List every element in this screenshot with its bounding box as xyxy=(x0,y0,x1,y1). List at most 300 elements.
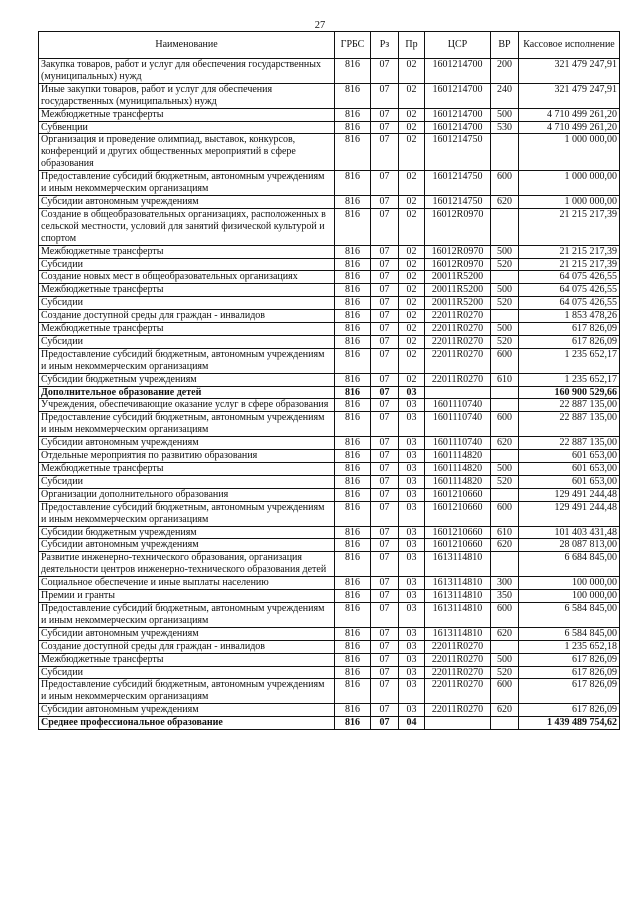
cell-grbs: 816 xyxy=(335,627,371,640)
table-row xyxy=(39,121,620,134)
cell-rz: 07 xyxy=(371,437,399,450)
cell-vr: 600 xyxy=(491,412,519,437)
cell-rz: 07 xyxy=(371,284,399,297)
table-row xyxy=(39,310,620,323)
cell-pr: 02 xyxy=(399,134,425,171)
cell-pr: 02 xyxy=(399,335,425,348)
cell-name: Межбюджетные трансферты xyxy=(39,463,335,476)
cell-rz: 07 xyxy=(371,704,399,717)
cell-amount: 617 826,09 xyxy=(519,653,620,666)
cell-rz: 07 xyxy=(371,348,399,373)
cell-pr: 03 xyxy=(399,501,425,526)
cell-pr: 03 xyxy=(399,552,425,577)
cell-rz: 07 xyxy=(371,245,399,258)
cell-name: Развитие инженерно-технического образования, организация деятельности центров инженерно-технического образования детей xyxy=(39,552,335,577)
cell-rz: 07 xyxy=(371,373,399,386)
cell-pr: 02 xyxy=(399,310,425,323)
cell-name: Среднее профессиональное образование xyxy=(39,717,335,730)
cell-vr: 620 xyxy=(491,195,519,208)
cell-name: Иные закупки товаров, работ и услуг для обеспечения государственных (муниципальных) нужд xyxy=(39,83,335,108)
cell-pr: 02 xyxy=(399,284,425,297)
table-row xyxy=(39,717,620,730)
cell-rz: 07 xyxy=(371,271,399,284)
table-row xyxy=(39,348,620,373)
cell-amount: 1 000 000,00 xyxy=(519,134,620,171)
cell-amount: 601 653,00 xyxy=(519,475,620,488)
cell-name: Предоставление субсидий бюджетным, автономным учреждениям и иным некоммерческим организациям xyxy=(39,348,335,373)
cell-csr: 22011R0270 xyxy=(425,640,491,653)
cell-rz: 07 xyxy=(371,450,399,463)
cell-grbs: 816 xyxy=(335,437,371,450)
cell-pr: 03 xyxy=(399,412,425,437)
cell-name: Субсидии xyxy=(39,666,335,679)
cell-name: Создание в общеобразовательных организациях, расположенных в сельской местности, условий для занятий физической культурой и спортом xyxy=(39,208,335,245)
cell-pr: 03 xyxy=(399,627,425,640)
cell-csr: 1601214750 xyxy=(425,134,491,171)
table-row xyxy=(39,271,620,284)
cell-name: Субсидии автономным учреждениям xyxy=(39,437,335,450)
table-row xyxy=(39,627,620,640)
cell-grbs: 816 xyxy=(335,590,371,603)
cell-csr: 1613114810 xyxy=(425,577,491,590)
cell-name: Субсидии бюджетным учреждениям xyxy=(39,373,335,386)
cell-vr: 600 xyxy=(491,501,519,526)
cell-grbs: 816 xyxy=(335,195,371,208)
cell-vr: 200 xyxy=(491,59,519,84)
cell-csr xyxy=(425,717,491,730)
cell-name: Межбюджетные трансферты xyxy=(39,323,335,336)
cell-pr: 02 xyxy=(399,348,425,373)
col-header-name: Наименование xyxy=(39,32,335,59)
cell-csr: 1601214750 xyxy=(425,195,491,208)
cell-csr: 22011R0270 xyxy=(425,335,491,348)
cell-pr: 02 xyxy=(399,258,425,271)
cell-csr: 1601214700 xyxy=(425,108,491,121)
cell-amount: 1 853 478,26 xyxy=(519,310,620,323)
cell-csr: 1601110740 xyxy=(425,437,491,450)
cell-rz: 07 xyxy=(371,552,399,577)
cell-vr: 500 xyxy=(491,323,519,336)
cell-pr: 03 xyxy=(399,399,425,412)
cell-rz: 07 xyxy=(371,59,399,84)
cell-amount: 6 584 845,00 xyxy=(519,602,620,627)
cell-name: Учреждения, обеспечивающие оказание услуг в сфере образования xyxy=(39,399,335,412)
cell-grbs: 816 xyxy=(335,386,371,399)
cell-name: Организация и проведение олимпиад, выставок, конкурсов, конференций и других общественных мероприятий в сфере образования xyxy=(39,134,335,171)
table-row xyxy=(39,171,620,196)
table-row xyxy=(39,335,620,348)
cell-name: Предоставление субсидий бюджетным, автономным учреждениям и иным некоммерческим организациям xyxy=(39,679,335,704)
cell-name: Межбюджетные трансферты xyxy=(39,284,335,297)
cell-rz: 07 xyxy=(371,627,399,640)
cell-grbs: 816 xyxy=(335,704,371,717)
cell-amount: 129 491 244,48 xyxy=(519,501,620,526)
cell-vr: 600 xyxy=(491,679,519,704)
cell-pr: 03 xyxy=(399,590,425,603)
cell-amount: 601 653,00 xyxy=(519,450,620,463)
cell-vr: 520 xyxy=(491,666,519,679)
cell-amount: 1 000 000,00 xyxy=(519,195,620,208)
cell-amount: 22 887 135,00 xyxy=(519,399,620,412)
cell-vr xyxy=(491,488,519,501)
cell-name: Субсидии xyxy=(39,258,335,271)
cell-amount: 321 479 247,91 xyxy=(519,83,620,108)
cell-pr: 03 xyxy=(399,653,425,666)
cell-name: Субвенции xyxy=(39,121,335,134)
cell-vr xyxy=(491,450,519,463)
cell-amount: 6 684 845,00 xyxy=(519,552,620,577)
cell-name: Межбюджетные трансферты xyxy=(39,653,335,666)
cell-rz: 07 xyxy=(371,640,399,653)
table-row xyxy=(39,666,620,679)
cell-csr: 1601210660 xyxy=(425,488,491,501)
cell-vr: 520 xyxy=(491,297,519,310)
cell-name: Субсидии бюджетным учреждениям xyxy=(39,526,335,539)
cell-csr: 16012R0970 xyxy=(425,258,491,271)
cell-csr: 1601210660 xyxy=(425,501,491,526)
cell-grbs: 816 xyxy=(335,297,371,310)
cell-pr: 02 xyxy=(399,323,425,336)
cell-amount: 101 403 431,48 xyxy=(519,526,620,539)
cell-grbs: 816 xyxy=(335,373,371,386)
cell-grbs: 816 xyxy=(335,348,371,373)
cell-pr: 02 xyxy=(399,297,425,310)
cell-amount: 617 826,09 xyxy=(519,666,620,679)
cell-vr xyxy=(491,134,519,171)
cell-rz: 07 xyxy=(371,526,399,539)
cell-name: Межбюджетные трансферты xyxy=(39,108,335,121)
cell-amount: 4 710 499 261,20 xyxy=(519,108,620,121)
cell-grbs: 816 xyxy=(335,134,371,171)
cell-pr: 03 xyxy=(399,666,425,679)
cell-vr xyxy=(491,640,519,653)
cell-rz: 07 xyxy=(371,208,399,245)
table-row xyxy=(39,475,620,488)
cell-amount: 21 215 217,39 xyxy=(519,245,620,258)
cell-grbs: 816 xyxy=(335,526,371,539)
cell-name: Субсидии автономным учреждениям xyxy=(39,627,335,640)
cell-rz: 07 xyxy=(371,171,399,196)
cell-grbs: 816 xyxy=(335,653,371,666)
cell-amount: 64 075 426,55 xyxy=(519,271,620,284)
cell-name: Предоставление субсидий бюджетным, автономным учреждениям и иным некоммерческим организациям xyxy=(39,171,335,196)
col-header-vr: ВР xyxy=(491,32,519,59)
table-row xyxy=(39,640,620,653)
table-row xyxy=(39,83,620,108)
cell-amount: 21 215 217,39 xyxy=(519,258,620,271)
cell-rz: 07 xyxy=(371,539,399,552)
cell-amount: 1 235 652,17 xyxy=(519,348,620,373)
cell-csr: 22011R0270 xyxy=(425,679,491,704)
cell-rz: 07 xyxy=(371,323,399,336)
cell-name: Субсидии xyxy=(39,475,335,488)
cell-csr: 1613114810 xyxy=(425,590,491,603)
cell-grbs: 816 xyxy=(335,463,371,476)
table-row xyxy=(39,463,620,476)
cell-csr: 22011R0270 xyxy=(425,323,491,336)
table-row xyxy=(39,134,620,171)
cell-amount: 21 215 217,39 xyxy=(519,208,620,245)
cell-grbs: 816 xyxy=(335,602,371,627)
cell-grbs: 816 xyxy=(335,335,371,348)
cell-rz: 07 xyxy=(371,195,399,208)
cell-rz: 07 xyxy=(371,488,399,501)
cell-amount: 617 826,09 xyxy=(519,704,620,717)
cell-name: Субсидии автономным учреждениям xyxy=(39,195,335,208)
cell-name: Создание доступной среды для граждан - инвалидов xyxy=(39,310,335,323)
cell-vr: 500 xyxy=(491,108,519,121)
table-row xyxy=(39,577,620,590)
cell-vr: 610 xyxy=(491,373,519,386)
cell-grbs: 816 xyxy=(335,679,371,704)
cell-csr: 1601114820 xyxy=(425,475,491,488)
cell-name: Социальное обеспечение и иные выплаты населению xyxy=(39,577,335,590)
cell-rz: 07 xyxy=(371,577,399,590)
cell-pr: 02 xyxy=(399,171,425,196)
cell-pr: 02 xyxy=(399,208,425,245)
cell-csr: 22011R0270 xyxy=(425,348,491,373)
cell-csr: 1601110740 xyxy=(425,399,491,412)
col-header-rz: Рз xyxy=(371,32,399,59)
cell-csr: 1613114810 xyxy=(425,552,491,577)
cell-grbs: 816 xyxy=(335,640,371,653)
cell-grbs: 816 xyxy=(335,666,371,679)
table-row xyxy=(39,539,620,552)
cell-amount: 160 900 529,66 xyxy=(519,386,620,399)
cell-vr: 600 xyxy=(491,348,519,373)
cell-vr: 620 xyxy=(491,437,519,450)
cell-vr: 530 xyxy=(491,121,519,134)
cell-pr: 02 xyxy=(399,59,425,84)
cell-amount: 1 235 652,18 xyxy=(519,640,620,653)
table-header-row xyxy=(39,32,620,59)
cell-grbs: 816 xyxy=(335,59,371,84)
cell-csr: 1601210660 xyxy=(425,539,491,552)
cell-name: Организации дополнительного образования xyxy=(39,488,335,501)
cell-rz: 07 xyxy=(371,386,399,399)
cell-pr: 03 xyxy=(399,577,425,590)
cell-amount: 4 710 499 261,20 xyxy=(519,121,620,134)
table-row xyxy=(39,602,620,627)
cell-name: Закупка товаров, работ и услуг для обеспечения государственных (муниципальных) нужд xyxy=(39,59,335,84)
cell-name: Межбюджетные трансферты xyxy=(39,245,335,258)
cell-pr: 04 xyxy=(399,717,425,730)
cell-pr: 02 xyxy=(399,373,425,386)
cell-amount: 22 887 135,00 xyxy=(519,437,620,450)
cell-rz: 07 xyxy=(371,121,399,134)
cell-grbs: 816 xyxy=(335,488,371,501)
table-row xyxy=(39,450,620,463)
cell-rz: 07 xyxy=(371,310,399,323)
cell-vr: 350 xyxy=(491,590,519,603)
table-row xyxy=(39,386,620,399)
cell-rz: 07 xyxy=(371,258,399,271)
cell-pr: 02 xyxy=(399,121,425,134)
cell-name: Предоставление субсидий бюджетным, автономным учреждениям и иным некоммерческим организациям xyxy=(39,412,335,437)
cell-rz: 07 xyxy=(371,717,399,730)
cell-csr: 1601214750 xyxy=(425,171,491,196)
page-number: 27 xyxy=(314,20,326,31)
cell-amount: 1 439 489 754,62 xyxy=(519,717,620,730)
cell-name: Субсидии автономным учреждениям xyxy=(39,539,335,552)
cell-csr: 22011R0270 xyxy=(425,310,491,323)
col-header-amount: Кассовое исполнение xyxy=(519,32,620,59)
cell-vr: 520 xyxy=(491,475,519,488)
cell-grbs: 816 xyxy=(335,412,371,437)
cell-vr: 500 xyxy=(491,245,519,258)
cell-rz: 07 xyxy=(371,83,399,108)
cell-csr: 1601214700 xyxy=(425,121,491,134)
cell-amount: 129 491 244,48 xyxy=(519,488,620,501)
cell-rz: 07 xyxy=(371,602,399,627)
cell-csr: 1613114810 xyxy=(425,602,491,627)
cell-amount: 22 887 135,00 xyxy=(519,412,620,437)
cell-rz: 07 xyxy=(371,134,399,171)
cell-name: Предоставление субсидий бюджетным, автономным учреждениям и иным некоммерческим организациям xyxy=(39,602,335,627)
cell-csr xyxy=(425,386,491,399)
table-row xyxy=(39,590,620,603)
table-row xyxy=(39,412,620,437)
cell-grbs: 816 xyxy=(335,450,371,463)
cell-grbs: 816 xyxy=(335,323,371,336)
cell-pr: 03 xyxy=(399,475,425,488)
cell-vr: 520 xyxy=(491,258,519,271)
cell-grbs: 816 xyxy=(335,577,371,590)
table-row xyxy=(39,552,620,577)
cell-grbs: 816 xyxy=(335,717,371,730)
cell-pr: 03 xyxy=(399,640,425,653)
table-row xyxy=(39,488,620,501)
cell-csr: 1601114820 xyxy=(425,450,491,463)
cell-vr: 520 xyxy=(491,335,519,348)
cell-grbs: 816 xyxy=(335,539,371,552)
cell-amount: 617 826,09 xyxy=(519,323,620,336)
table-row xyxy=(39,526,620,539)
cell-csr: 20011R5200 xyxy=(425,284,491,297)
table-row xyxy=(39,284,620,297)
cell-grbs: 816 xyxy=(335,121,371,134)
cell-pr: 03 xyxy=(399,437,425,450)
cell-csr: 16012R0970 xyxy=(425,245,491,258)
table-row xyxy=(39,245,620,258)
cell-vr: 620 xyxy=(491,627,519,640)
cell-csr: 1601110740 xyxy=(425,412,491,437)
cell-vr xyxy=(491,310,519,323)
cell-pr: 03 xyxy=(399,463,425,476)
cell-rz: 07 xyxy=(371,679,399,704)
cell-grbs: 816 xyxy=(335,284,371,297)
cell-grbs: 816 xyxy=(335,271,371,284)
table-row xyxy=(39,679,620,704)
cell-pr: 03 xyxy=(399,539,425,552)
cell-amount: 617 826,09 xyxy=(519,679,620,704)
cell-rz: 07 xyxy=(371,666,399,679)
cell-csr: 16012R0970 xyxy=(425,208,491,245)
table-row xyxy=(39,297,620,310)
cell-vr xyxy=(491,552,519,577)
cell-vr: 600 xyxy=(491,602,519,627)
table-row xyxy=(39,501,620,526)
cell-rz: 07 xyxy=(371,653,399,666)
cell-rz: 07 xyxy=(371,108,399,121)
cell-amount: 28 087 813,00 xyxy=(519,539,620,552)
cell-pr: 03 xyxy=(399,386,425,399)
cell-rz: 07 xyxy=(371,399,399,412)
cell-amount: 321 479 247,91 xyxy=(519,59,620,84)
budget-table xyxy=(38,31,620,730)
cell-rz: 07 xyxy=(371,335,399,348)
cell-pr: 03 xyxy=(399,704,425,717)
cell-name: Премии и гранты xyxy=(39,590,335,603)
cell-amount: 100 000,00 xyxy=(519,577,620,590)
cell-csr: 20011R5200 xyxy=(425,271,491,284)
cell-amount: 1 000 000,00 xyxy=(519,171,620,196)
cell-vr xyxy=(491,717,519,730)
cell-grbs: 816 xyxy=(335,258,371,271)
cell-grbs: 816 xyxy=(335,399,371,412)
cell-pr: 02 xyxy=(399,245,425,258)
cell-vr: 500 xyxy=(491,463,519,476)
cell-pr: 03 xyxy=(399,526,425,539)
cell-grbs: 816 xyxy=(335,208,371,245)
cell-pr: 02 xyxy=(399,108,425,121)
cell-csr: 1601214700 xyxy=(425,59,491,84)
cell-csr: 1613114810 xyxy=(425,627,491,640)
table-row xyxy=(39,437,620,450)
cell-csr: 22011R0270 xyxy=(425,704,491,717)
cell-amount: 100 000,00 xyxy=(519,590,620,603)
cell-pr: 03 xyxy=(399,602,425,627)
cell-pr: 03 xyxy=(399,450,425,463)
cell-csr: 20011R5200 xyxy=(425,297,491,310)
cell-grbs: 816 xyxy=(335,245,371,258)
cell-pr: 02 xyxy=(399,271,425,284)
cell-rz: 07 xyxy=(371,297,399,310)
cell-vr: 500 xyxy=(491,653,519,666)
col-header-csr: ЦСР xyxy=(425,32,491,59)
cell-vr xyxy=(491,271,519,284)
cell-pr: 02 xyxy=(399,195,425,208)
cell-csr: 22011R0270 xyxy=(425,653,491,666)
table-row xyxy=(39,704,620,717)
cell-grbs: 816 xyxy=(335,108,371,121)
cell-grbs: 816 xyxy=(335,171,371,196)
cell-rz: 07 xyxy=(371,412,399,437)
cell-grbs: 816 xyxy=(335,83,371,108)
table-row xyxy=(39,59,620,84)
cell-vr: 500 xyxy=(491,284,519,297)
cell-csr: 22011R0270 xyxy=(425,373,491,386)
cell-rz: 07 xyxy=(371,475,399,488)
col-header-pr: Пр xyxy=(399,32,425,59)
cell-amount: 617 826,09 xyxy=(519,335,620,348)
table-row xyxy=(39,195,620,208)
cell-amount: 64 075 426,55 xyxy=(519,284,620,297)
cell-rz: 07 xyxy=(371,463,399,476)
cell-name: Дополнительное образование детей xyxy=(39,386,335,399)
cell-name: Создание новых мест в общеобразовательных организациях xyxy=(39,271,335,284)
cell-csr: 1601210660 xyxy=(425,526,491,539)
cell-pr: 03 xyxy=(399,488,425,501)
table-row xyxy=(39,208,620,245)
cell-amount: 601 653,00 xyxy=(519,463,620,476)
cell-csr: 1601114820 xyxy=(425,463,491,476)
cell-vr xyxy=(491,399,519,412)
cell-csr: 1601214700 xyxy=(425,83,491,108)
cell-grbs: 816 xyxy=(335,310,371,323)
cell-pr: 03 xyxy=(399,679,425,704)
cell-name: Субсидии автономным учреждениям xyxy=(39,704,335,717)
